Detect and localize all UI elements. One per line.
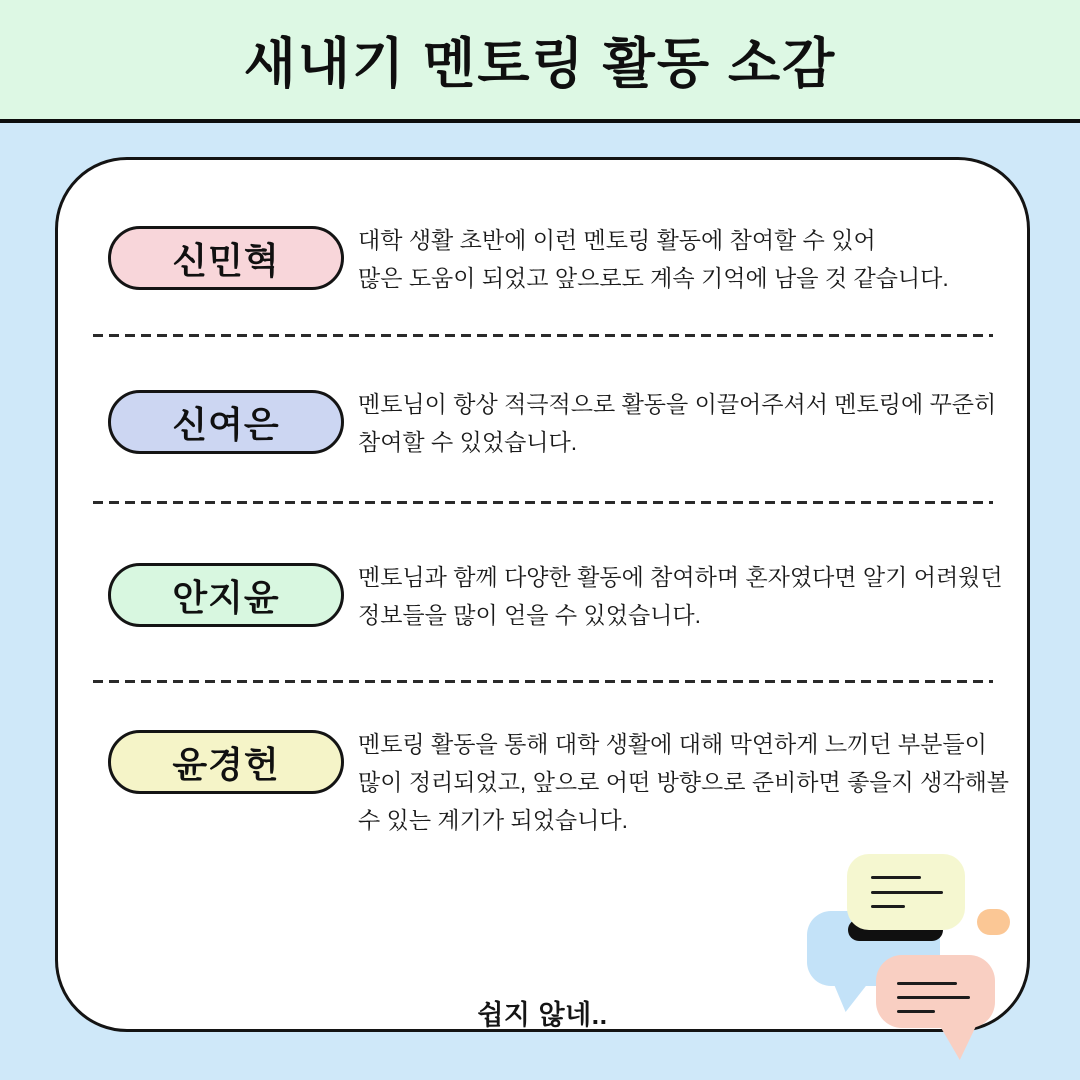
- dashed-divider: [93, 501, 993, 504]
- entry-row: [108, 385, 1009, 461]
- student-name: 신여은: [172, 403, 280, 445]
- comment-text: 대학 생활 초반에 이런 멘토링 활동에 참여할 수 있어 많은 도움이 되었고 앞으로도 계속 기억에 남을 것 같습니다.: [358, 227, 949, 291]
- dashed-divider: [93, 334, 993, 337]
- dashed-divider: [93, 680, 993, 683]
- student-name: 안지윤: [172, 576, 280, 618]
- entry-row: [108, 221, 1009, 297]
- content-card: [55, 157, 1030, 1032]
- name-pill: [108, 730, 344, 794]
- header-banner: [0, 0, 1080, 123]
- entry-row: [108, 725, 1009, 839]
- name-pill: [108, 390, 344, 454]
- comment-text: 멘토님과 함께 다양한 활동에 참여하며 혼자였다면 알기 어려웠던 정보들을 많이 얻을 수 있었습니다.: [358, 564, 1003, 628]
- name-pill: [108, 563, 344, 627]
- name-pill: [108, 226, 344, 290]
- comment-text: 멘토님이 항상 적극적으로 활동을 이끌어주셔서 멘토링에 꾸준히 참여할 수 있었습니다.: [358, 391, 997, 455]
- footer-caption: 쉽지 않네..: [477, 1000, 608, 1030]
- entry-row: [108, 558, 1009, 634]
- page-title: 새내기 멘토링 활동 소감: [243, 34, 837, 94]
- student-name: 윤경헌: [172, 743, 280, 785]
- comment-text: 멘토링 활동을 통해 대학 생활에 대해 막연하게 느끼던 부분들이 많이 정리되었고, 앞으로 어떤 방향으로 준비하면 좋을지 생각해볼 수 있는 계기가 되었습니다.: [358, 731, 1010, 833]
- student-name: 신민혁: [172, 239, 280, 281]
